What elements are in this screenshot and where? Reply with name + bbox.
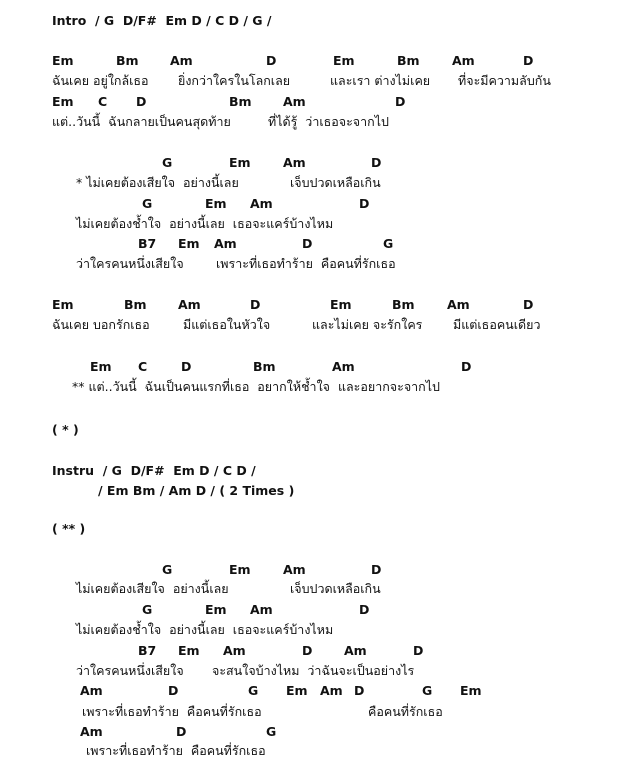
- chord: Am: [283, 155, 306, 170]
- chord: Am: [332, 359, 355, 374]
- chord: Em: [52, 94, 74, 109]
- chord: Am: [250, 196, 273, 211]
- lyric: ไม่เคยต้องช้ำใจ อย่างนี้เลย เธอจะแคร์บ้างไหม: [76, 622, 334, 637]
- chord: Am: [320, 683, 343, 698]
- lyric: ฉันเคย อยู่ใกล้เธอ: [52, 73, 149, 88]
- chord: D: [523, 297, 534, 312]
- lyric: ว่าใครคนหนึ่งเสียใจ: [76, 663, 184, 678]
- chord: Am: [214, 236, 237, 251]
- chord: Bm: [124, 297, 147, 312]
- chord: D: [302, 236, 313, 251]
- chord: D: [181, 359, 192, 374]
- chord: Em: [229, 155, 251, 170]
- chord: D: [266, 53, 277, 68]
- lyric: เพราะที่เธอทำร้าย คือคนที่รักเธอ: [216, 256, 396, 271]
- chord: C: [138, 359, 148, 374]
- chord: D: [413, 643, 424, 658]
- chord: B7: [138, 643, 157, 658]
- chord: Em: [52, 297, 74, 312]
- lyric: เพราะที่เธอทำร้าย คือคนที่รักเธอ: [86, 743, 266, 758]
- chord: G: [162, 562, 173, 577]
- chord: Em: [460, 683, 482, 698]
- lyric: ไม่เคยต้องเสียใจ อย่างนี้เลย: [76, 581, 229, 596]
- chord: D: [136, 94, 147, 109]
- lyric: ไม่เคยต้องช้ำใจ อย่างนี้เลย เธอจะแคร์บ้างไหม: [76, 216, 334, 231]
- chord: Em: [178, 643, 200, 658]
- chord: G: [248, 683, 259, 698]
- chord: Am: [178, 297, 201, 312]
- lyric: มีแต่เธอในหัวใจ: [183, 317, 271, 332]
- chord: D: [168, 683, 179, 698]
- lyric: เจ็บปวดเหลือเกิน: [290, 581, 381, 596]
- chord: Em: [333, 53, 355, 68]
- intro-line: Intro / G D/F# Em D / C D / G /: [52, 13, 272, 28]
- chord: Bm: [253, 359, 276, 374]
- chord: Am: [80, 724, 103, 739]
- lyric: เจ็บปวดเหลือเกิน: [290, 175, 381, 190]
- chord: Am: [452, 53, 475, 68]
- chord: D: [302, 643, 313, 658]
- chord: Am: [447, 297, 470, 312]
- chord: Am: [170, 53, 193, 68]
- lyric: ว่าใครคนหนึ่งเสียใจ: [76, 256, 184, 271]
- chord: Am: [223, 643, 246, 658]
- lyric: แต่..วันนี้ ฉันกลายเป็นคนสุดท้าย: [52, 114, 231, 129]
- lyric: ที่จะมีความลับกัน: [458, 73, 551, 88]
- lyric: คือคนที่รักเธอ: [368, 704, 443, 719]
- chord: D: [176, 724, 187, 739]
- repeat-marker: ( * ): [52, 422, 79, 437]
- chord: Am: [344, 643, 367, 658]
- lyric: ฉันเคย บอกรักเธอ: [52, 317, 150, 332]
- chord: G: [162, 155, 173, 170]
- chord: Bm: [229, 94, 252, 109]
- chord: D: [523, 53, 534, 68]
- lyric: และเรา ต่างไม่เคย: [330, 73, 431, 88]
- chord: G: [422, 683, 433, 698]
- lyric: จะสนใจบ้างไหม ว่าฉันจะเป็นอย่างไร: [212, 663, 415, 678]
- chord: D: [354, 683, 365, 698]
- chord: Em: [330, 297, 352, 312]
- instru-line: / Em Bm / Am D / ( 2 Times ): [98, 483, 295, 498]
- repeat-marker: ( ** ): [52, 521, 86, 536]
- chord: B7: [138, 236, 157, 251]
- chord: Em: [90, 359, 112, 374]
- chord: D: [371, 562, 382, 577]
- chord: G: [142, 602, 153, 617]
- chord: Am: [250, 602, 273, 617]
- chord: G: [266, 724, 277, 739]
- chord: D: [461, 359, 472, 374]
- lyric: มีแต่เธอคนเดียว: [453, 317, 541, 332]
- chord: Em: [52, 53, 74, 68]
- chord: D: [250, 297, 261, 312]
- lyric: ** แต่..วันนี้ ฉันเป็นคนแรกที่เธอ อยากให้ช้ำใจ และอยากจะจากไป: [72, 379, 440, 394]
- chord: D: [359, 196, 370, 211]
- lyric: * ไม่เคยต้องเสียใจ อย่างนี้เลย: [76, 175, 239, 190]
- chord: D: [395, 94, 406, 109]
- instru-line: Instru / G D/F# Em D / C D /: [52, 463, 256, 478]
- chord: Bm: [392, 297, 415, 312]
- chord: C: [98, 94, 108, 109]
- lyric: เพราะที่เธอทำร้าย คือคนที่รักเธอ: [82, 704, 262, 719]
- chord: D: [359, 602, 370, 617]
- chord: Bm: [397, 53, 420, 68]
- chord: G: [383, 236, 394, 251]
- lyric: ที่ได้รู้ ว่าเธอจะจากไป: [268, 114, 389, 129]
- chord: Bm: [116, 53, 139, 68]
- chord: Em: [178, 236, 200, 251]
- chord: Am: [80, 683, 103, 698]
- chord: Am: [283, 94, 306, 109]
- chord: D: [371, 155, 382, 170]
- chord: G: [142, 196, 153, 211]
- chord: Em: [229, 562, 251, 577]
- lyric: และไม่เคย จะรักใคร: [312, 317, 423, 332]
- chord: Em: [205, 196, 227, 211]
- chord: Em: [286, 683, 308, 698]
- chord: Em: [205, 602, 227, 617]
- lyric: ยิ่งกว่าใครในโลกเลย: [178, 73, 291, 88]
- chord: Am: [283, 562, 306, 577]
